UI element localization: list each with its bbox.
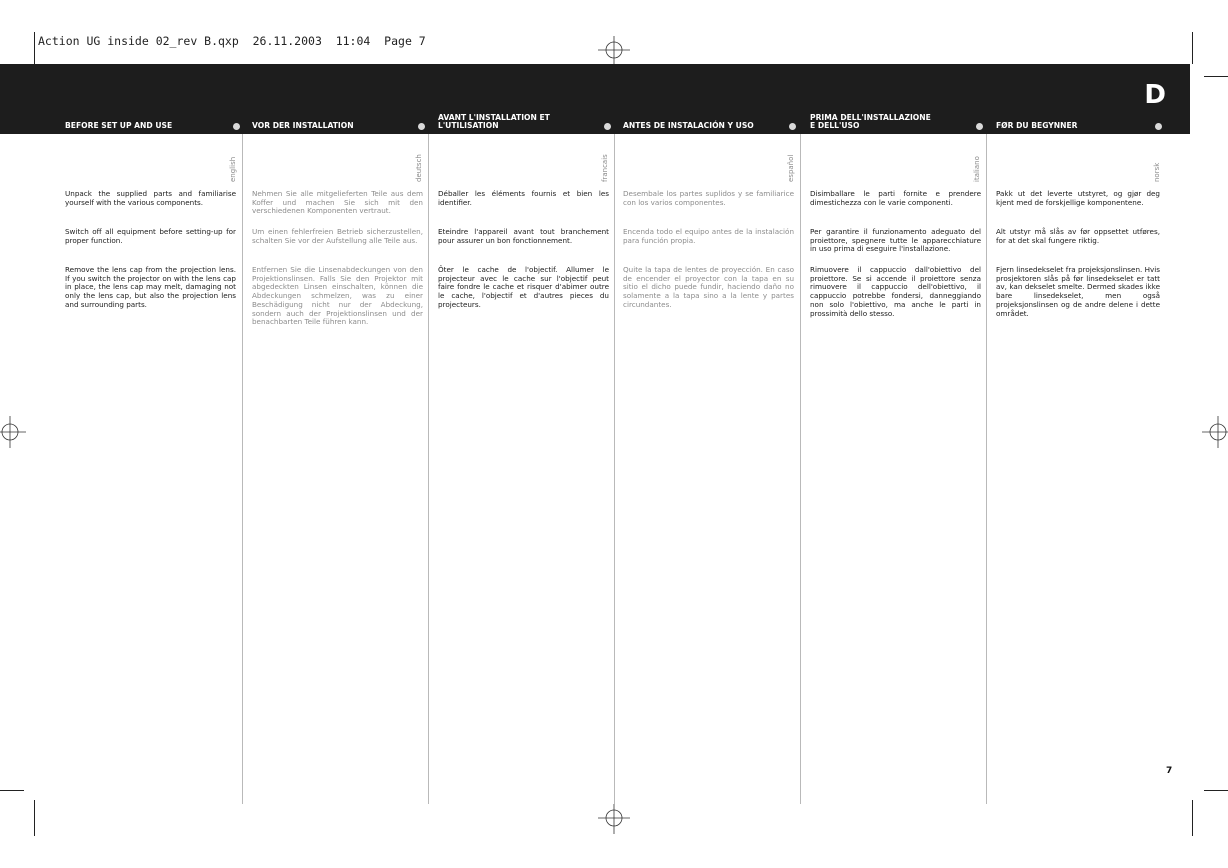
column-header-label: VOR DER INSTALLATION	[252, 121, 354, 131]
language-label-deutsch: deutsch	[415, 154, 423, 182]
print-slug-line: Action UG inside 02_rev B.qxp 26.11.2003 11:04 Page 7	[38, 34, 426, 48]
crop-mark-top-right-h	[1204, 76, 1228, 77]
column-divider	[986, 134, 987, 804]
paragraph-unpack-francais: Déballer les éléments fournis et bien les identifier.	[438, 189, 609, 207]
bullet-dot-icon	[233, 123, 240, 130]
crop-mark-bottom-left	[34, 800, 35, 836]
page-number: 7	[1166, 766, 1173, 776]
bullet-dot-icon	[1155, 123, 1162, 130]
paragraph-unpack-italiano: Disimballare le parti fornite e prendere dimestichezza con le varie componenti.	[810, 189, 981, 207]
paragraph-lens-cap-espanol: Quite la tapa de lentes de proyección. En caso de encender el proyector con la tapa en su sitio el dicho puede fundir, haciendo daño no solamente a la tapa sino a la lente y partes circundantes.	[623, 265, 794, 309]
column-header-francais	[438, 108, 611, 134]
paragraph-switch-off-norsk: Alt utstyr må slås av før oppsettet utføres, for at det skal fungere riktig.	[996, 227, 1160, 245]
column-divider	[800, 134, 801, 804]
paragraph-switch-off-deutsch: Um einen fehlerfreien Betrieb sicherzustellen, schalten Sie vor der Aufstellung alle Teile aus.	[252, 227, 423, 245]
column-header-label: BEFORE SET UP AND USE	[65, 121, 173, 131]
paragraph-switch-off-espanol: Encenda todo el equipo antes de la instalación para función propia.	[623, 227, 794, 245]
column-header-italiano	[810, 108, 983, 134]
column-header-norsk	[996, 108, 1162, 134]
registration-mark-bottom	[598, 802, 630, 834]
column-header-english	[65, 108, 240, 134]
registration-mark-right	[1202, 416, 1228, 448]
column-header-label: PRIMA DELL'INSTALLAZIONE E DELL'USO	[810, 112, 931, 131]
header-band	[0, 64, 1190, 134]
paragraph-lens-cap-italiano: Rimuovere il cappuccio dall'obiettivo del proiettore. Se si accende il proiettore senza rimuovere il cappuccio dell'obiettivo, il cappuccio potrebbe fondersi, danneggiando non solo l'obiettivo, ma anche le parti in prossimità dello stesso.	[810, 265, 981, 318]
column-divider	[242, 134, 243, 804]
paragraph-lens-cap-english: Remove the lens cap from the projection lens. If you switch the projector on with the lens cap in place, the lens cap may melt, damaging not only the lens cap, but also the projection lens and surrounding parts.	[65, 265, 236, 309]
language-label-norsk: norsk	[1153, 162, 1161, 182]
paragraph-lens-cap-francais: Ôter le cache de l'objectif. Allumer le projecteur avec le cache sur l'objectif peut faire fondre le cache et risquer d'abimer outre le cache, l'objectif et d'autres pieces du projecteurs.	[438, 265, 609, 309]
language-label-english: english	[229, 156, 237, 182]
paragraph-unpack-espanol: Desembale los partes suplidos y se familiarice con los varios componentes.	[623, 189, 794, 207]
column-divider	[614, 134, 615, 804]
language-label-francais: francais	[601, 154, 609, 182]
column-header-label: ANTES DE INSTALACIÓN Y USO	[623, 121, 754, 131]
bullet-dot-icon	[418, 123, 425, 130]
paragraph-switch-off-english: Switch off all equipment before setting-up for proper function.	[65, 227, 236, 245]
paragraph-unpack-deutsch: Nehmen Sie alle mitgelieferten Teile aus dem Koffer und machen Sie sich mit den verschiedenen Komponenten vertraut.	[252, 189, 423, 216]
column-header-label: FØR DU BEGYNNER	[996, 121, 1078, 131]
paragraph-unpack-norsk: Pakk ut det leverte utstyret, og gjør deg kjent med de forskjellige komponentene.	[996, 189, 1160, 207]
column-header-deutsch	[252, 108, 425, 134]
registration-mark-left	[0, 416, 26, 448]
section-letter: D	[1144, 80, 1166, 110]
bullet-dot-icon	[976, 123, 983, 130]
bullet-dot-icon	[604, 123, 611, 130]
column-divider	[428, 134, 429, 804]
paragraph-switch-off-italiano: Per garantire il funzionamento adeguato del proiettore, spegnere tutte le apparecchiature in uso prima di eseguire l'installazione.	[810, 227, 981, 254]
column-header-label: AVANT L'INSTALLATION ET L'UTILISATION	[438, 112, 550, 131]
bullet-dot-icon	[789, 123, 796, 130]
paragraph-lens-cap-norsk: Fjern linsedekselet fra projeksjonslinsen. Hvis prosjektoren slås på før linsedekselet er tatt av, kan dekselet smelte. Dermed skades ikke bare linsedekselet, men også projeksjonslinsen og de andre delene i dette området.	[996, 265, 1160, 318]
crop-mark-top-right	[1192, 32, 1193, 64]
column-header-espanol	[623, 108, 796, 134]
paragraph-switch-off-francais: Eteindre l'appareil avant tout branchement pour assurer un bon fonctionnement.	[438, 227, 609, 245]
language-label-espanol: español	[787, 154, 795, 182]
crop-mark-bottom-left-h	[0, 790, 24, 791]
paragraph-lens-cap-deutsch: Entfernen Sie die Linsenabdeckungen von den Projektionslinsen. Falls Sie den Projektor mit abgedeckten Linsen einschalten, können die Abdeckungen schmelzen, was zu einer Beschädigung nicht nur der Abdeckung, sondern auch der Projektionslinsen und der benachbarten Teile führen kann.	[252, 265, 423, 327]
crop-mark-top-left	[34, 32, 35, 64]
crop-mark-bottom-right-h	[1204, 790, 1228, 791]
paragraph-unpack-english: Unpack the supplied parts and familiarise yourself with the various components.	[65, 189, 236, 207]
language-label-italiano: italiano	[973, 156, 981, 182]
crop-mark-bottom-right	[1192, 800, 1193, 836]
